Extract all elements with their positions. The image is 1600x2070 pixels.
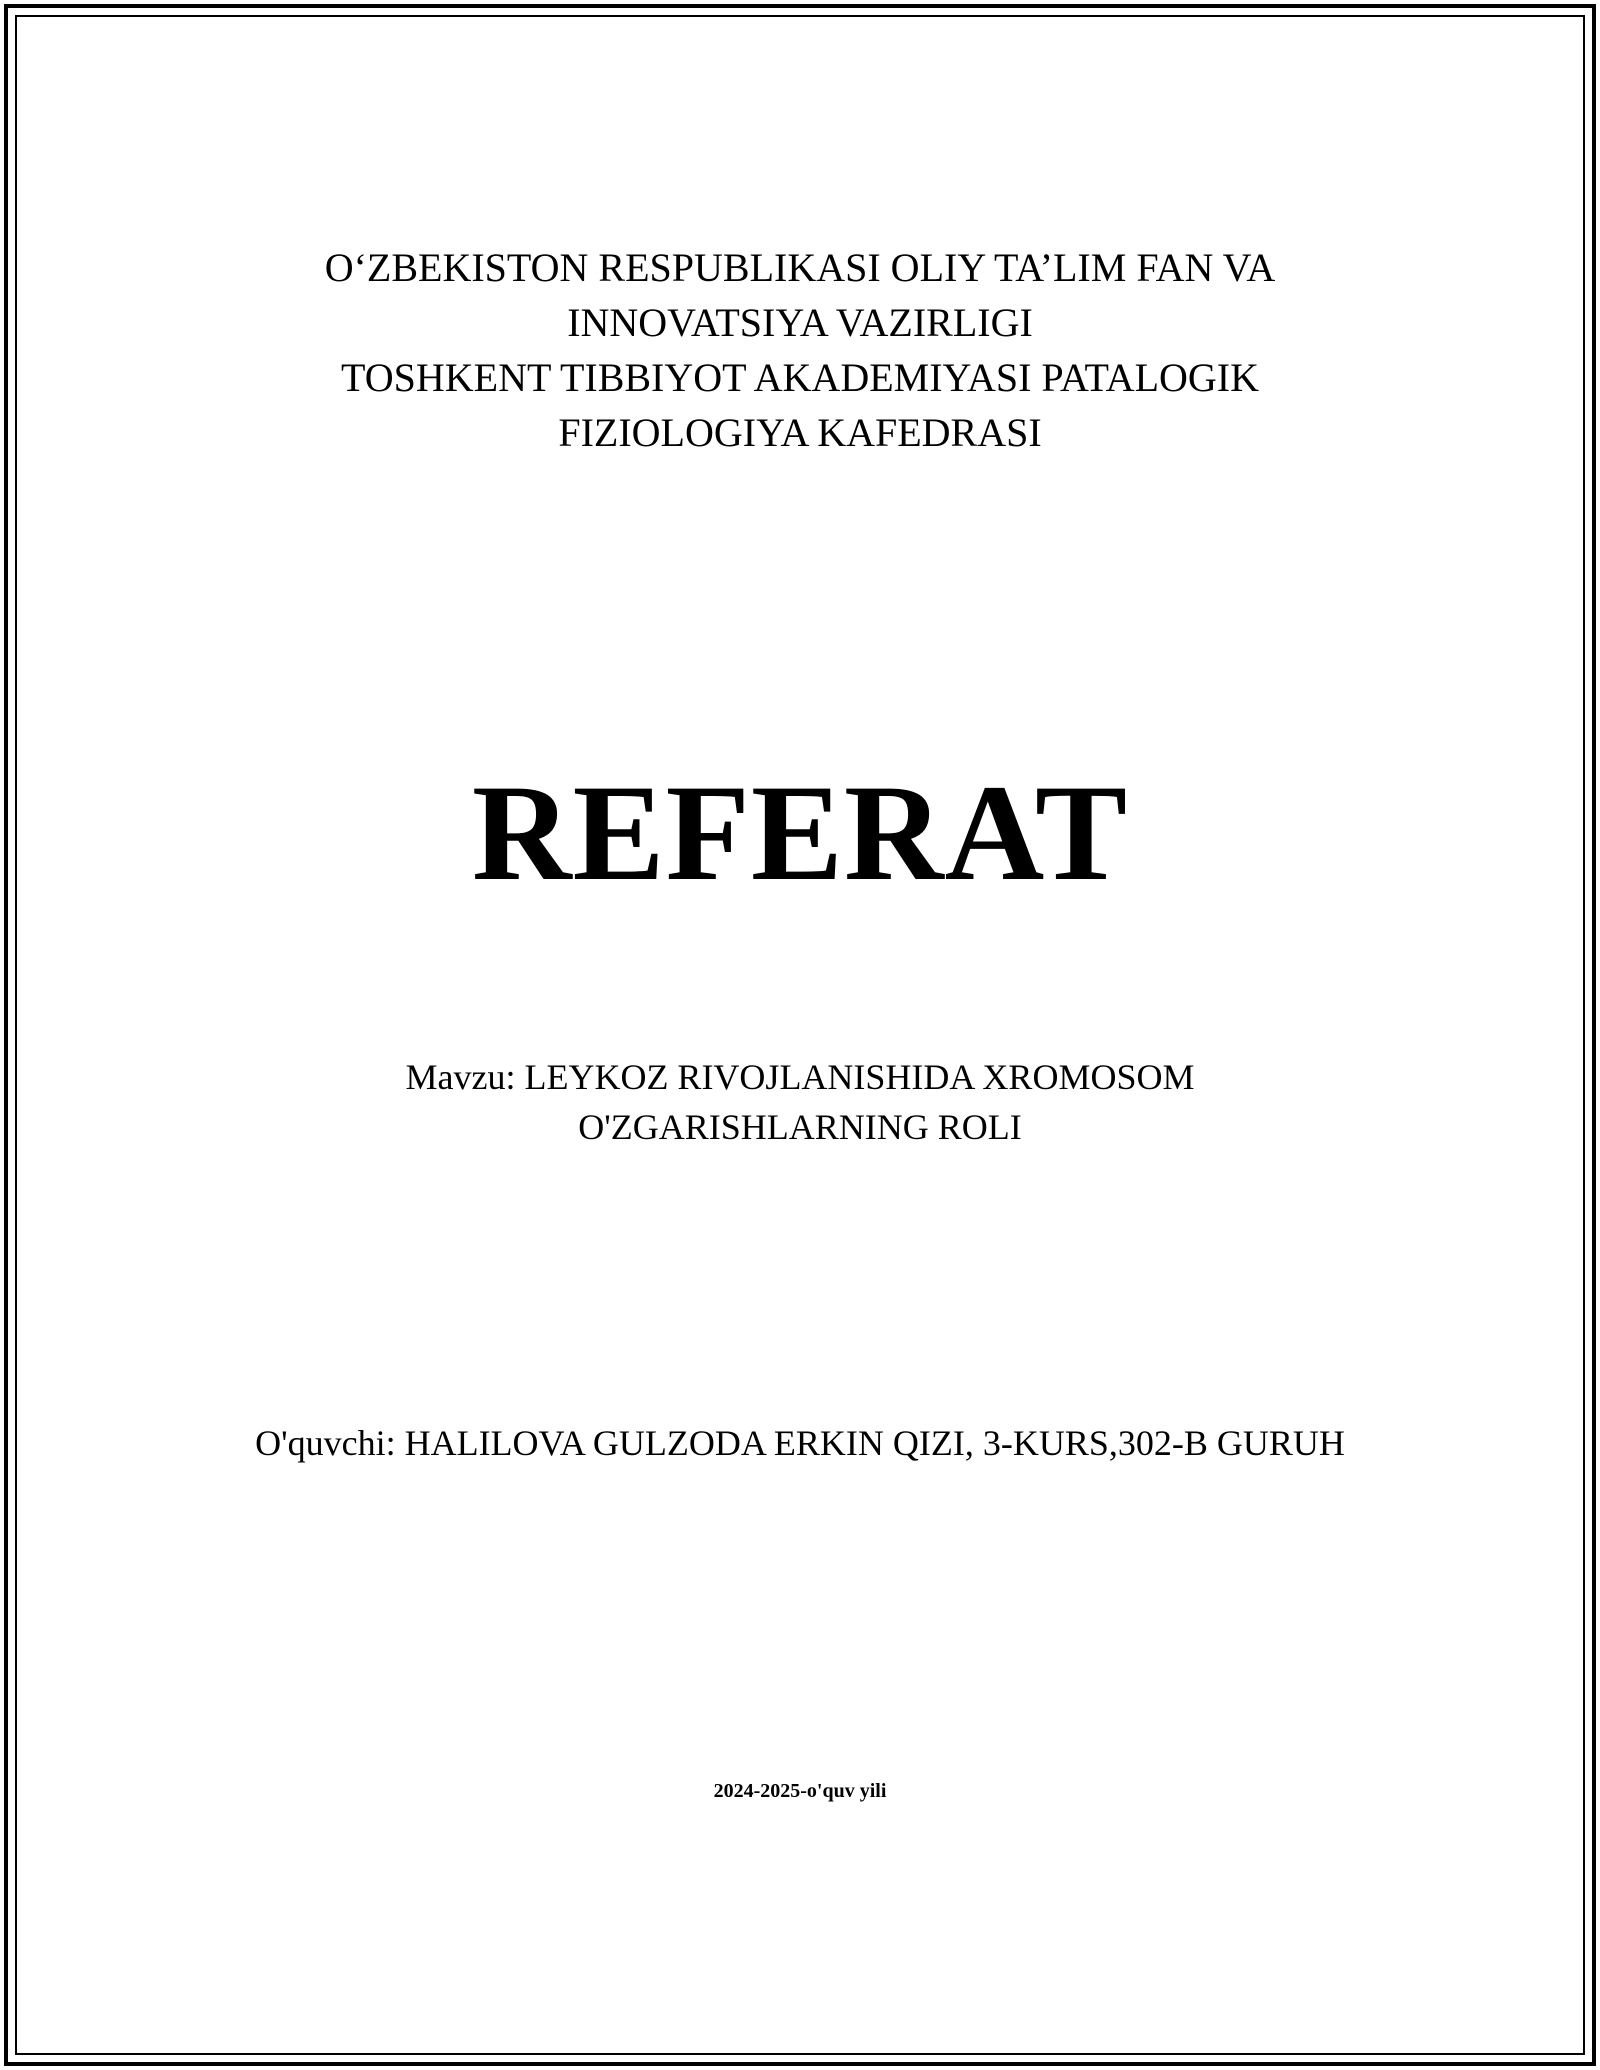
- document-title: REFERAT: [471, 756, 1129, 909]
- topic-line-2: O'ZGARISHLARNING ROLI: [578, 1107, 1022, 1147]
- header-line-1: O‘ZBEKISTON RESPUBLIKASI OLIY TA’LIM FAN VA: [324, 245, 1276, 290]
- header-line-2: INNOVATSIYA VAZIRLIGI: [567, 300, 1033, 345]
- topic-block: [0, 1052, 1600, 1152]
- header-line-3: TOSHKENT TIBBIYOT AKADEMIYASI PATALOGIK: [341, 355, 1259, 400]
- student-info: O'quvchi: HALILOVA GULZODA ERKIN QIZI, 3-KURS,302-B GURUH: [255, 1423, 1345, 1463]
- institution-header: [0, 240, 1600, 460]
- academic-year: 2024-2025-o'quv yili: [713, 1780, 887, 1802]
- header-line-4: FIZIOLOGIYA KAFEDRASI: [558, 410, 1042, 455]
- topic-line-1: Mavzu: LEYKOZ RIVOJLANISHIDA XROMOSOM: [405, 1057, 1195, 1097]
